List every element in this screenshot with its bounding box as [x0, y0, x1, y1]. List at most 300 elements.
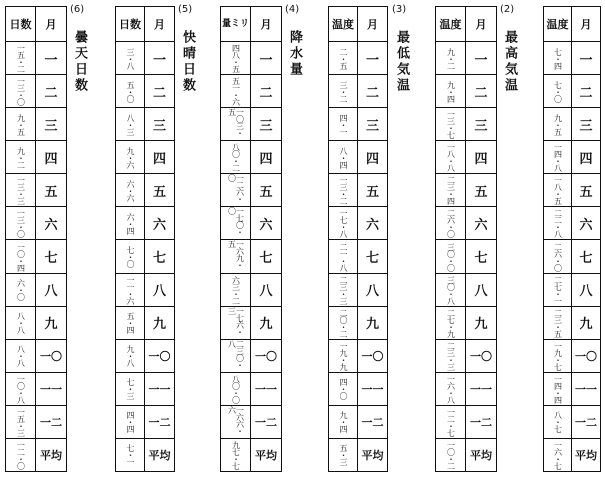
table-row — [116, 140, 174, 173]
table-row — [221, 42, 281, 74]
value-text: 九・四 — [446, 80, 456, 102]
value-text: 一二六・〇 — [227, 174, 245, 203]
value-text: 一六・七 — [553, 440, 563, 469]
month-cell: 二 — [474, 85, 488, 101]
value-text: 一七・八 — [339, 209, 348, 238]
table-row — [6, 239, 66, 272]
value-cell — [6, 207, 36, 239]
table-row — [329, 306, 387, 339]
month-cell: 一一 — [148, 382, 171, 396]
value-text: 一三・〇 — [16, 77, 26, 106]
table-row — [329, 438, 387, 471]
value-cell — [116, 439, 145, 471]
value-cell — [221, 274, 251, 306]
table-row — [436, 206, 496, 239]
value-cell — [544, 240, 572, 272]
value-cell — [6, 75, 36, 107]
value-column-header: 日数 — [116, 7, 145, 41]
value-cell — [544, 340, 572, 372]
month-cell: 平均 — [470, 448, 492, 462]
value-cell — [436, 340, 466, 372]
table-row — [6, 438, 66, 471]
month-cell: 七 — [474, 251, 488, 266]
month-cell: 一一 — [575, 382, 597, 396]
value-text: 一三・〇 — [16, 209, 26, 238]
value-cell — [544, 42, 572, 74]
table-row — [544, 140, 600, 173]
table-row — [116, 42, 174, 74]
value-text: 一一・六 — [126, 275, 135, 304]
table-row — [544, 74, 600, 107]
value-text: 四・四 — [126, 411, 135, 433]
value-cell — [116, 406, 145, 438]
table-title: 最高気温 — [502, 30, 517, 94]
value-text: 七・四 — [553, 47, 563, 69]
value-cell — [329, 406, 358, 438]
table-precipitation — [220, 6, 282, 472]
table-row — [221, 140, 281, 173]
month-cell: 一二 — [40, 415, 62, 429]
value-cell — [329, 340, 358, 372]
table-row — [116, 239, 174, 272]
value-text: 一〇三・五 — [227, 108, 245, 137]
month-cell: 九 — [259, 317, 273, 333]
value-text: 五・〇 — [126, 80, 135, 102]
table-cloudy-days — [5, 6, 67, 472]
value-cell — [116, 108, 145, 140]
table-row — [329, 372, 387, 405]
value-cell — [436, 240, 466, 272]
value-text: 一四・八 — [553, 143, 563, 172]
value-text: 二七・一 — [553, 275, 563, 304]
month-cell: 一〇 — [148, 349, 171, 363]
value-text: 六・六 — [126, 179, 135, 201]
value-text: 一五・三 — [16, 407, 26, 436]
month-cell: 三 — [474, 118, 488, 134]
table-row — [6, 339, 66, 372]
value-text: 一三・七 — [446, 110, 456, 139]
value-cell — [221, 75, 251, 107]
value-cell — [544, 439, 572, 471]
table-row — [544, 206, 600, 239]
table-row — [436, 74, 496, 107]
month-cell: 一〇 — [361, 349, 384, 363]
value-cell — [116, 42, 145, 74]
value-text: 一〇・八 — [16, 374, 26, 403]
month-cell: 二 — [44, 85, 58, 101]
value-cell — [221, 240, 251, 272]
month-cell: 八 — [365, 284, 379, 300]
table-row — [221, 107, 281, 140]
value-text: 五一・六 — [231, 77, 241, 106]
table-row — [221, 405, 281, 438]
month-cell: 六 — [474, 217, 488, 233]
table-row — [544, 173, 600, 206]
table-row — [436, 339, 496, 372]
value-text: 一四・四 — [553, 374, 563, 403]
value-text: 二〇・二 — [339, 308, 348, 337]
value-text: 一五・二 — [16, 44, 26, 73]
table-number: (5) — [178, 4, 193, 15]
table-row — [221, 74, 281, 107]
table-row — [329, 405, 387, 438]
month-cell: 一 — [152, 52, 166, 68]
value-text: 二三・三 — [339, 275, 348, 304]
value-text: 八〇・〇 — [231, 374, 241, 403]
value-cell — [544, 307, 572, 339]
table-row — [436, 173, 496, 206]
value-text: 一〇・二 — [446, 440, 456, 469]
value-text: 二一・八 — [339, 242, 348, 271]
table-max-temp — [435, 6, 497, 472]
month-cell: 一〇 — [575, 349, 597, 363]
value-cell — [436, 108, 466, 140]
table-row — [436, 273, 496, 306]
value-text: 九・六 — [126, 146, 135, 168]
table-row — [436, 405, 496, 438]
table-title: 曇天日数 — [72, 30, 87, 94]
month-cell: 一一 — [255, 382, 277, 396]
value-cell — [6, 240, 36, 272]
value-cell — [116, 373, 145, 405]
value-cell — [436, 174, 466, 206]
table-row — [436, 140, 496, 173]
table-row — [436, 372, 496, 405]
value-cell — [544, 406, 572, 438]
value-cell — [116, 274, 145, 306]
month-cell: 平均 — [40, 448, 62, 462]
table-row — [329, 173, 387, 206]
value-text: 一九・九 — [339, 341, 348, 370]
table-row — [221, 173, 281, 206]
value-cell — [436, 439, 466, 471]
month-cell: 平均 — [575, 448, 597, 462]
month-cell: 七 — [365, 251, 379, 266]
value-text: 七・三 — [126, 378, 135, 400]
month-cell: 一二 — [255, 415, 277, 429]
table-row — [6, 107, 66, 140]
value-cell — [221, 141, 251, 173]
value-cell — [6, 174, 36, 206]
value-text: 一八・八 — [446, 143, 456, 172]
month-cell: 四 — [259, 151, 273, 167]
table-row — [221, 206, 281, 239]
table-row — [221, 339, 281, 372]
month-cell: 九 — [365, 317, 379, 333]
month-cell: 二 — [579, 85, 593, 101]
value-text: 七・〇 — [553, 80, 563, 102]
value-text: 二・五 — [339, 47, 348, 69]
value-cell — [329, 439, 358, 471]
value-cell — [329, 75, 358, 107]
value-text: 二二・八 — [553, 209, 563, 238]
table-row — [544, 438, 600, 471]
value-cell — [6, 340, 36, 372]
table-min-temp — [328, 6, 388, 472]
table-row — [116, 339, 174, 372]
value-cell — [6, 42, 36, 74]
value-text: 八〇・二 — [231, 143, 241, 172]
value-text: 四・〇 — [339, 378, 348, 400]
value-text: 一二・七 — [446, 407, 456, 436]
value-cell — [544, 207, 572, 239]
table-row — [116, 273, 174, 306]
value-text: 四・一 — [339, 113, 348, 135]
month-column-header: 月 — [367, 18, 378, 31]
month-cell: 九 — [579, 317, 593, 333]
value-text: 二三〇・八 — [227, 339, 245, 368]
value-column-header: 日数 — [6, 7, 36, 41]
table-row — [6, 74, 66, 107]
value-cell — [221, 207, 251, 239]
value-text: 一七〇・〇 — [227, 207, 245, 236]
table-header-row — [436, 7, 496, 42]
value-text: 二三・五 — [553, 308, 563, 337]
month-cell: 二 — [259, 85, 273, 101]
value-cell — [329, 108, 358, 140]
value-cell — [6, 274, 36, 306]
table-row — [6, 140, 66, 173]
value-text: 七・一 — [126, 444, 135, 466]
value-text: 六・〇 — [16, 279, 26, 301]
value-cell — [221, 439, 251, 471]
month-cell: 七 — [579, 251, 593, 266]
value-text: 六三・二 — [231, 275, 241, 304]
month-cell: 三 — [259, 118, 273, 134]
value-cell — [436, 141, 466, 173]
month-cell: 六 — [365, 217, 379, 233]
month-cell: 一〇 — [40, 349, 62, 363]
value-cell — [221, 406, 251, 438]
value-text: 六・四 — [126, 212, 135, 234]
month-cell: 二 — [152, 85, 166, 101]
value-cell — [6, 307, 36, 339]
value-cell — [329, 207, 358, 239]
month-cell: 一〇 — [255, 349, 277, 363]
value-text: 二七・九 — [446, 308, 456, 337]
month-cell: 九 — [474, 317, 488, 333]
value-column-header: 温度 — [436, 7, 466, 41]
table-row — [221, 372, 281, 405]
value-cell — [436, 274, 466, 306]
value-text: 五・三 — [339, 444, 348, 466]
value-column-header: 温度 — [329, 7, 358, 41]
table-row — [116, 107, 174, 140]
table-clear-days — [115, 6, 175, 472]
table-row — [116, 306, 174, 339]
table-row — [329, 239, 387, 272]
value-text: 九・二 — [16, 146, 26, 168]
value-cell — [116, 240, 145, 272]
table-header-row — [329, 7, 387, 42]
value-cell — [116, 174, 145, 206]
value-cell — [221, 42, 251, 74]
table-number: (4) — [285, 4, 300, 15]
value-text: 三〇・〇 — [446, 242, 456, 271]
month-cell: 五 — [474, 184, 488, 200]
month-cell: 一 — [44, 52, 58, 68]
value-text: 八・八 — [16, 312, 26, 334]
value-cell — [6, 373, 36, 405]
value-column-header: 量ミリ — [221, 7, 251, 41]
month-cell: 平均 — [255, 448, 277, 462]
value-text: 九・四 — [339, 411, 348, 433]
month-cell: 九 — [44, 317, 58, 333]
table-row — [329, 74, 387, 107]
month-cell: 一二 — [575, 415, 597, 429]
month-cell: 七 — [152, 251, 166, 266]
table-row — [544, 372, 600, 405]
value-text: 一六九・五 — [227, 240, 245, 269]
table-row — [221, 306, 281, 339]
table-row — [6, 42, 66, 74]
table-row — [436, 107, 496, 140]
value-cell — [116, 207, 145, 239]
table-row — [544, 239, 600, 272]
month-cell: 平均 — [361, 448, 384, 462]
value-cell — [6, 141, 36, 173]
month-cell: 五 — [579, 184, 593, 200]
month-cell: 四 — [44, 151, 58, 167]
value-cell — [6, 406, 36, 438]
month-cell: 一二 — [470, 415, 492, 429]
value-text: 一三・三 — [16, 176, 26, 205]
value-cell — [544, 141, 572, 173]
table-row — [544, 107, 600, 140]
value-text: 八・八 — [16, 345, 26, 367]
table-row — [329, 339, 387, 372]
value-cell — [544, 108, 572, 140]
table-row — [116, 74, 174, 107]
value-text: 三・八 — [126, 47, 135, 69]
month-column-header: 月 — [260, 18, 272, 31]
table-header-row — [221, 7, 281, 42]
value-text: 三・二 — [339, 80, 348, 102]
month-column-header: 月 — [580, 18, 592, 31]
month-cell: 一 — [259, 52, 273, 68]
month-cell: 一〇 — [470, 349, 492, 363]
table-row — [329, 273, 387, 306]
table-row — [544, 42, 600, 74]
value-text: 一六六・六 — [227, 405, 245, 434]
value-cell — [116, 141, 145, 173]
value-cell — [221, 108, 251, 140]
month-cell: 八 — [152, 284, 166, 300]
month-cell: 五 — [365, 184, 379, 200]
value-column-header: 温度 — [544, 7, 572, 41]
table-row — [6, 273, 66, 306]
month-cell: 平均 — [148, 448, 171, 462]
value-text: 九・八 — [126, 345, 135, 367]
month-cell: 五 — [152, 184, 166, 200]
table-row — [436, 239, 496, 272]
month-cell: 六 — [152, 217, 166, 233]
value-text: 一〇・四 — [16, 242, 26, 271]
month-cell: 六 — [44, 217, 58, 233]
value-text: 一六・八 — [446, 374, 456, 403]
value-text: 七・〇 — [126, 246, 135, 267]
table-row — [116, 438, 174, 471]
month-cell: 一 — [579, 52, 593, 68]
value-cell — [436, 42, 466, 74]
value-cell — [544, 274, 572, 306]
value-cell — [221, 174, 251, 206]
month-cell: 四 — [152, 151, 166, 167]
table-row — [221, 438, 281, 471]
table-row — [329, 140, 387, 173]
value-text: 一八・五 — [553, 176, 563, 205]
month-cell: 三 — [152, 118, 166, 134]
table-row — [221, 239, 281, 272]
month-cell: 三 — [365, 118, 379, 134]
month-cell: 五 — [44, 184, 58, 200]
month-cell: 四 — [474, 151, 488, 167]
value-cell — [436, 307, 466, 339]
month-cell: 一一 — [361, 382, 384, 396]
value-cell — [6, 108, 36, 140]
value-text: 二三・四 — [446, 176, 456, 205]
value-cell — [329, 174, 358, 206]
month-cell: 八 — [474, 284, 488, 300]
table-row — [116, 372, 174, 405]
value-text: 九・五 — [16, 113, 26, 135]
month-cell: 三 — [579, 118, 593, 134]
table-title: 降水量 — [287, 30, 302, 78]
table-row — [544, 273, 600, 306]
value-text: 一二・〇 — [16, 440, 26, 469]
value-text: 二三・三 — [446, 341, 456, 370]
table-number: (3) — [392, 4, 407, 15]
month-cell: 一一 — [40, 382, 62, 396]
table-row — [6, 372, 66, 405]
table-number: (6) — [70, 4, 85, 15]
table-row — [544, 339, 600, 372]
value-cell — [329, 141, 358, 173]
month-cell: 一 — [365, 52, 379, 68]
month-cell: 六 — [259, 217, 273, 233]
table-number: (2) — [500, 4, 515, 15]
value-cell — [329, 373, 358, 405]
month-cell: 四 — [579, 151, 593, 167]
value-cell — [329, 42, 358, 74]
table-row — [116, 173, 174, 206]
value-cell — [221, 307, 251, 339]
month-cell: 一二 — [361, 415, 384, 429]
month-cell: 八 — [579, 284, 593, 300]
value-text: 二六・〇 — [446, 209, 456, 238]
value-cell — [436, 207, 466, 239]
value-text: 三〇・八 — [446, 275, 456, 304]
month-cell: 八 — [44, 284, 58, 300]
value-text: 四八・五 — [231, 44, 241, 73]
value-text: 九・五 — [553, 113, 563, 135]
value-text: 八・三 — [126, 113, 135, 135]
value-cell — [436, 373, 466, 405]
value-cell — [116, 75, 145, 107]
month-cell: 四 — [365, 151, 379, 167]
month-cell: 一 — [474, 52, 488, 68]
value-cell — [116, 307, 145, 339]
table-row — [116, 206, 174, 239]
table-row — [544, 306, 600, 339]
table-row — [6, 206, 66, 239]
value-text: 八・四 — [339, 146, 348, 168]
value-cell — [544, 75, 572, 107]
month-column-header: 月 — [45, 18, 57, 31]
value-text: 九・二 — [446, 47, 456, 69]
value-cell — [6, 439, 36, 471]
month-cell: 八 — [259, 284, 273, 300]
